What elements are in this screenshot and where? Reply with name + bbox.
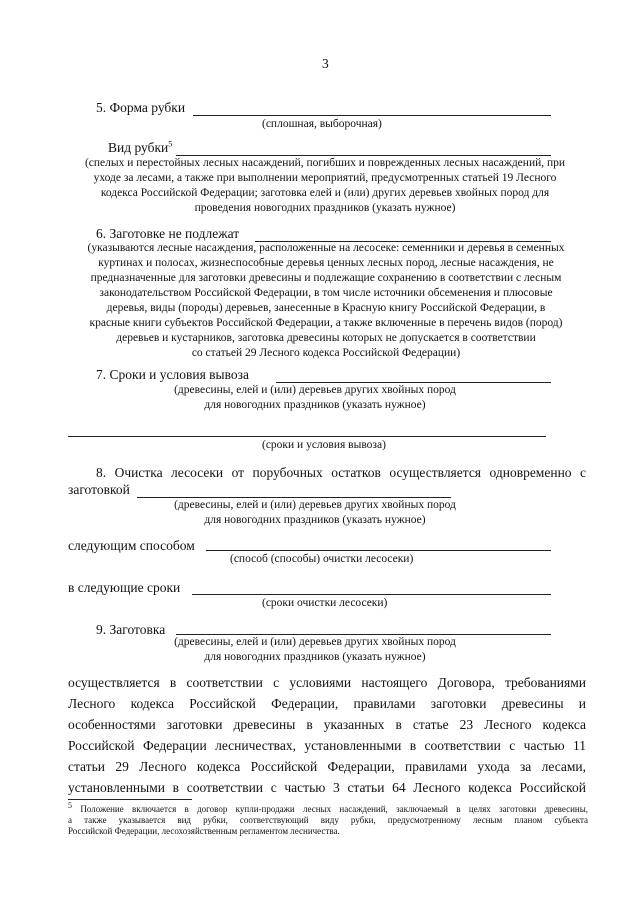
section-7-blank-2[interactable] bbox=[68, 436, 546, 437]
cleaning-terms-hint: (сроки очистки лесосеки) bbox=[262, 597, 388, 609]
section-8-line-1: 8. Очистка лесосеки от порубочных остатков осуществляется одновременно с bbox=[96, 465, 586, 480]
section-5-hint: (сплошная, выборочная) bbox=[262, 118, 382, 130]
footnote-ref: 5 bbox=[168, 139, 173, 149]
section-9-body: осуществляется в соответствии с условиями настоящего Договора, требованиями Лесного кодекса Российской Федерации, правилами заготовки древесины и особенностями заготовки древесины в указанных в статье 23 Лесного кодекса Российской Федерации лесничествах, установленными в соответствии с частью 11 статьи 29 Лесного кодекса Российской Федерации, правилами ухода за лесами, установленными в соответствии с частью 3 статьи 64 Лесного кодекса Российской bbox=[68, 675, 586, 795]
section-8-hint: (древесины, елей и (или) деревьев других хвойных пород для новогодних праздников (указать нужное) bbox=[174, 499, 456, 526]
section-5-label: 5. Форма рубки bbox=[96, 100, 186, 115]
section-7-hint: (древесины, елей и (или) деревьев других хвойных пород для новогодних праздников (указать нужное) bbox=[174, 384, 456, 411]
section-6-label: 6. Заготовке не подлежат bbox=[96, 226, 240, 241]
cut-type-label: Вид рубки$^5$ bbox=[108, 139, 173, 155]
section-8-line-2: заготовкой bbox=[68, 482, 130, 497]
cut-type-hint: (спелых и перестойных лесных насаждений, погибших и поврежденных лесных насаждений, при уходе за лесами, а также при выполнении мероприятий, предусмотренных статьей 19 Лесного кодекса Российской Федерации; заготовка елей и (или) других деревьев хвойных пород для проведения новогодних праздников (указать нужное) bbox=[84, 157, 566, 214]
page-number: 3 bbox=[322, 56, 329, 71]
footnote-mark: 5 bbox=[68, 801, 72, 810]
footnote-separator bbox=[68, 799, 192, 800]
section-9-hint: (древесины, елей и (или) деревьев других хвойных пород для новогодних праздников (указать нужное) bbox=[174, 636, 456, 663]
section-5-blank[interactable] bbox=[193, 115, 551, 116]
section-7-hint-2: (сроки и условия вывоза) bbox=[262, 439, 386, 451]
section-6-hint: (указываются лесные насаждения, расположенные на лесосеке: семенники и деревья в семенных куртинах и полосах, жизнеспособные деревья ценных лесных пород, лесные насаждения, не предназначенные для заготовки древесины и подлежащие сохранению в соответствии с лесным законодательством Российской Федерации, в том числе источники обсеменения и плюсовые деревья, виды (породы) деревьев, занесенные в Красную книгу Российской Федерации, в красные книги субъектов Российской Федерации, а также включенные в перечень видов (пород) деревьев и кустарников, заготовка древесины которых не допускается в соответствии со статьей 29 Лесного кодекса Российской Федерации) bbox=[87, 242, 565, 359]
cleaning-terms-label: в следующие сроки bbox=[68, 580, 181, 595]
section-9-label: 9. Заготовка bbox=[96, 622, 166, 637]
section-7-label: 7. Сроки и условия вывоза bbox=[96, 367, 249, 382]
cleaning-method-blank[interactable] bbox=[206, 550, 551, 551]
cleaning-method-label: следующим способом bbox=[68, 538, 195, 553]
cleaning-method-hint: (способ (способы) очистки лесосеки) bbox=[230, 553, 414, 565]
footnote: $^5$ Положение включается в договор купли-продажи лесных насаждений, заключаемый в целях заготовки древесины, а также указывается вид рубки, соответствующий виду рубки, предусмотренному лесным планом субъекта Российской Федерации, лесохозяйственным регламентом лесничества. bbox=[68, 801, 589, 836]
cleaning-terms-blank[interactable] bbox=[192, 594, 551, 595]
